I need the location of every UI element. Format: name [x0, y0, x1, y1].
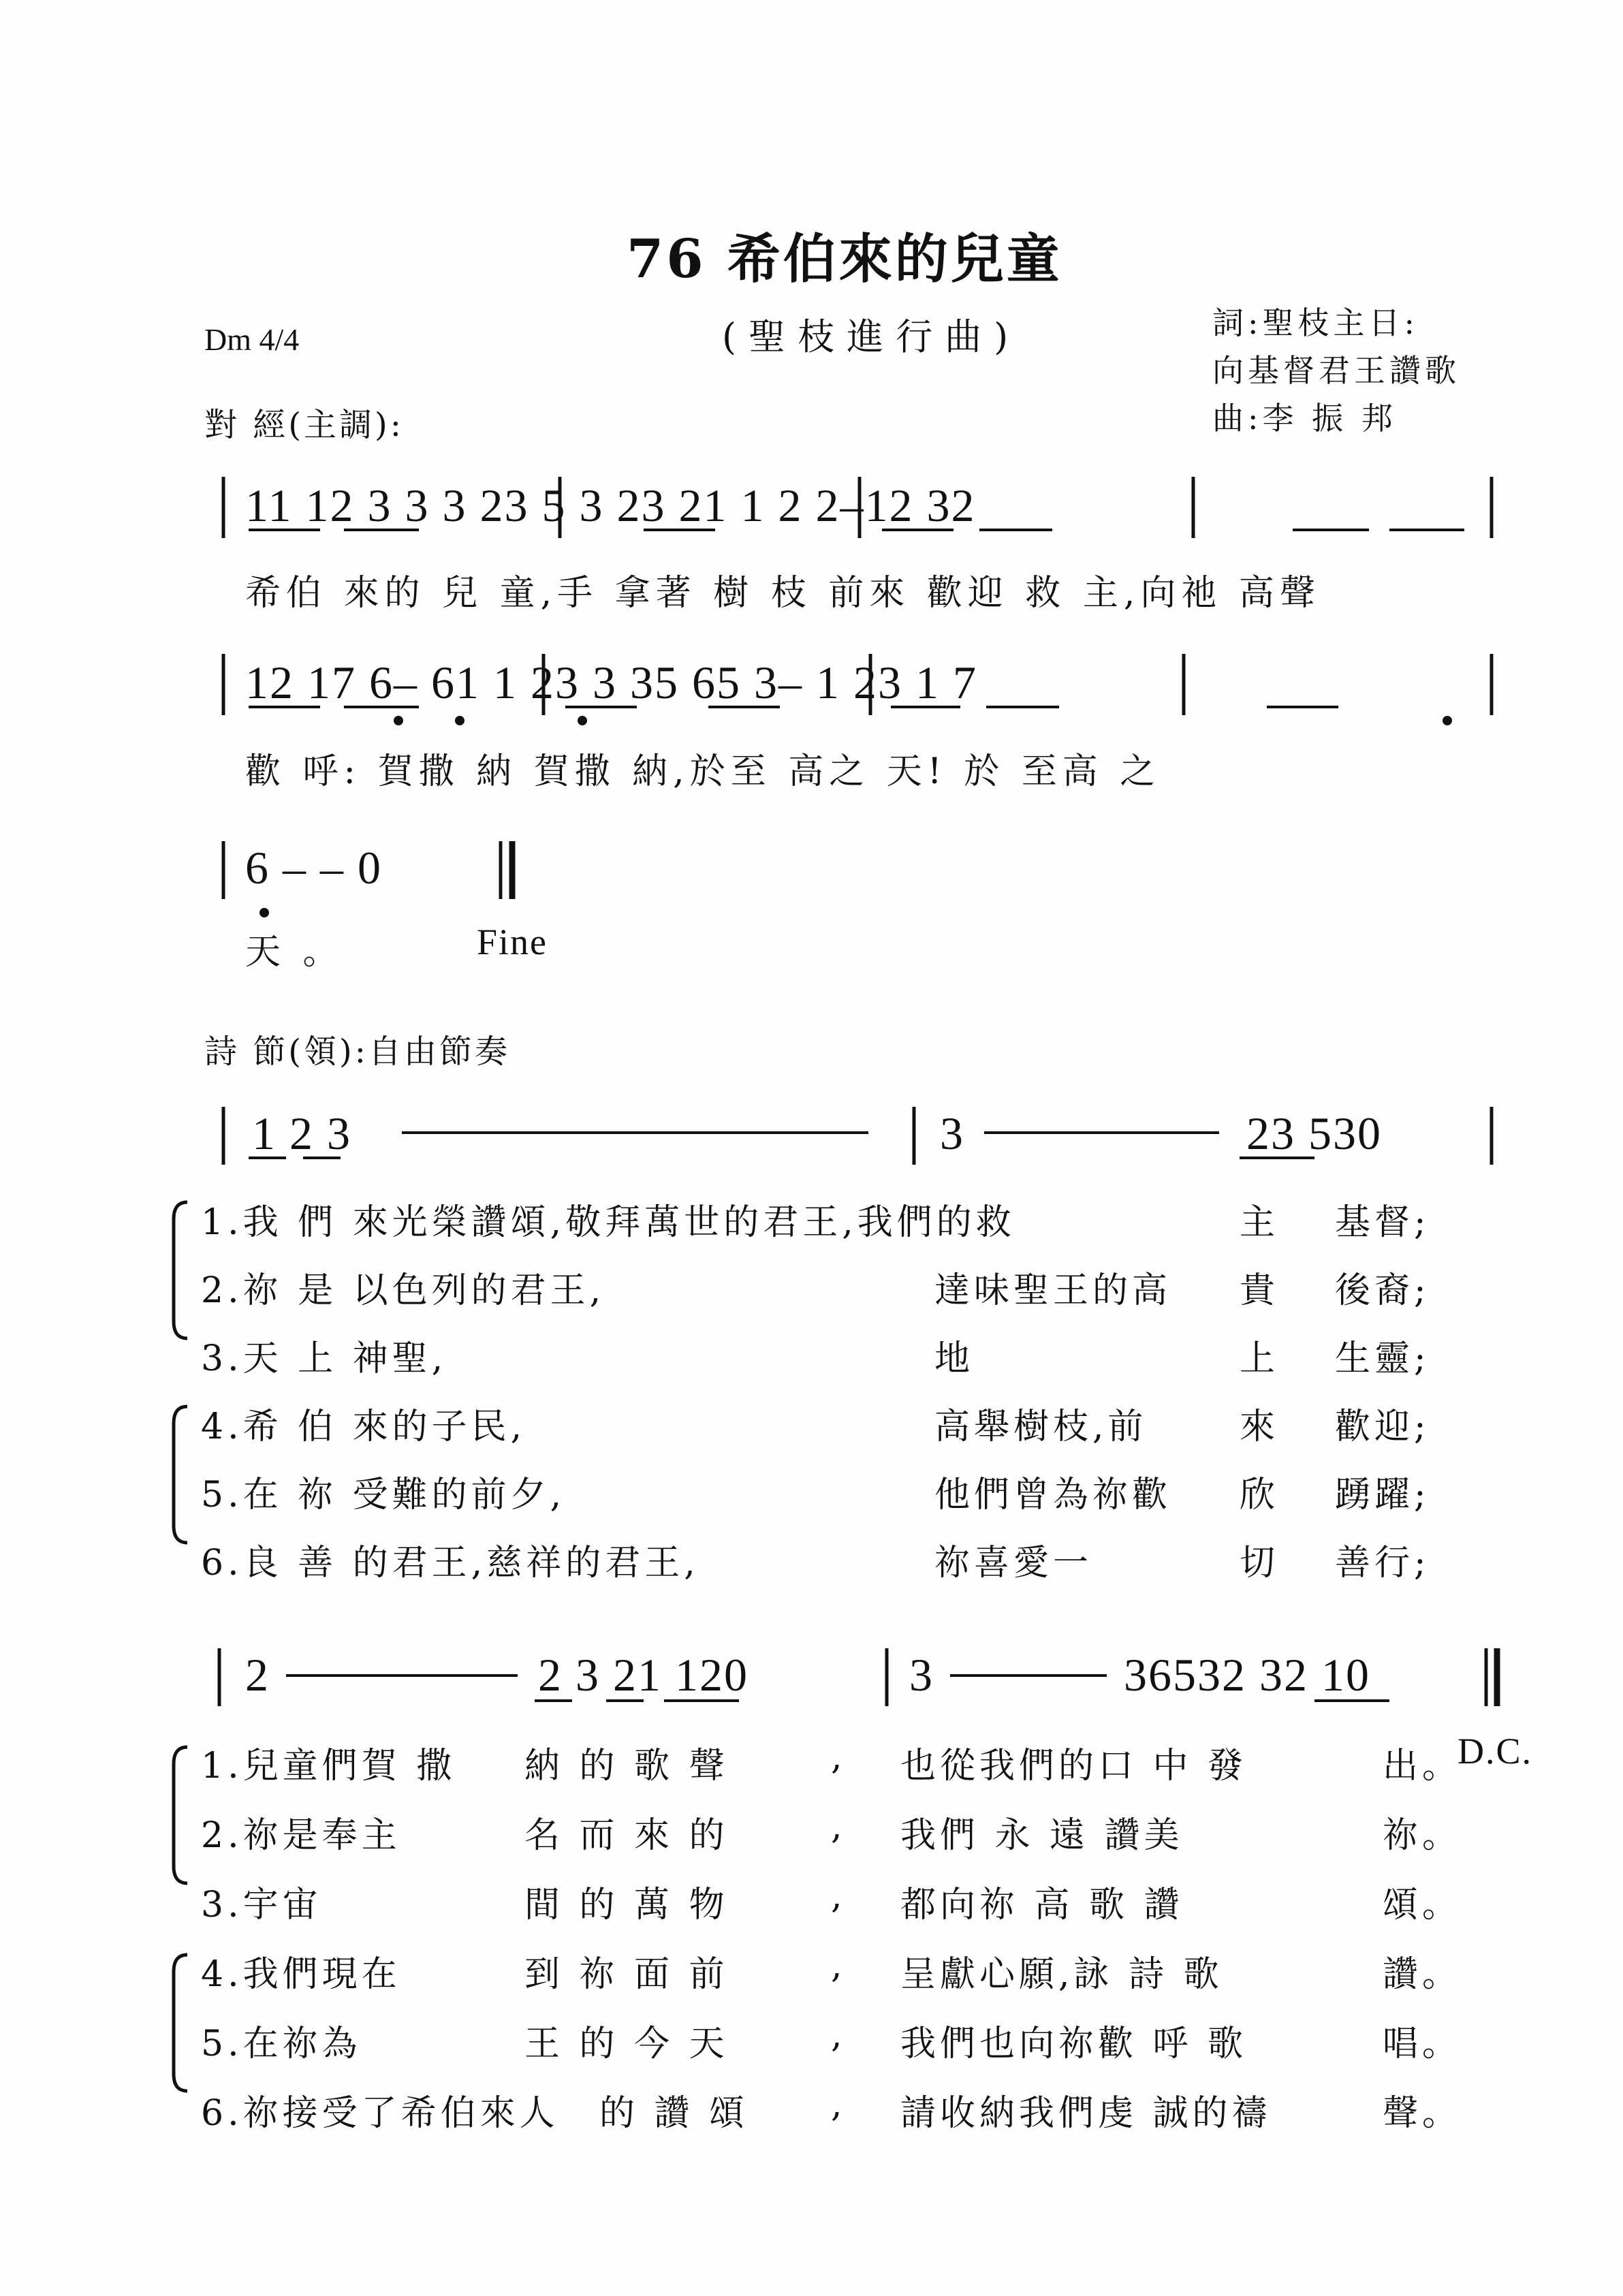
- verse-6-line-c: 善行;: [1335, 1543, 1430, 1584]
- verse-3-line-a: 3.天 上 神聖,: [201, 1338, 447, 1379]
- refrain-notes-line-1: 11 12 3 3 3 23 5 3 23 21 1 2 2–12 32: [245, 479, 976, 531]
- verse-1-line2-e: 出。: [1383, 1746, 1462, 1787]
- fine-marker: Fine: [477, 922, 548, 962]
- verse-2-line2-b: 名 而 來 的: [524, 1815, 729, 1856]
- verse-bracket: [174, 1955, 187, 2091]
- verse-4-line-m: 高舉樹枝,前: [934, 1406, 1148, 1447]
- verse-5-line-a: 5.在 祢 受難的前夕,: [201, 1475, 566, 1515]
- verse-5-line-m: 他們曾為祢歡: [934, 1475, 1172, 1515]
- verse-2-line-c: 後裔;: [1335, 1270, 1430, 1311]
- verse-5-line2-e: 唱。: [1383, 2024, 1462, 2064]
- verse-6-line2-b: 的 讚 頌: [599, 2093, 749, 2134]
- verse-4-line2-a: 4.我們現在: [201, 1954, 401, 1995]
- verse-6-line-b: 切: [1240, 1543, 1280, 1584]
- verse-1-line-a: 1.我 們 來光榮讚頌,敬拜萬世的君王,我們的救: [201, 1202, 1015, 1243]
- verse-1-line2-a: 1.兒童們賀 撒: [201, 1746, 456, 1787]
- verse-5-line2-a: 5.在祢為: [201, 2024, 362, 2064]
- verse-3-line-m: 地: [934, 1338, 975, 1379]
- verse-4-line-c: 歡迎;: [1335, 1406, 1430, 1447]
- verse-3-line2-c: ,: [831, 1876, 847, 1917]
- verse-4-line2-e: 讚。: [1383, 1954, 1462, 1995]
- refrain-notes-line-3: 6 – – 0: [245, 842, 382, 894]
- verse-1-line-c: 基督;: [1335, 1202, 1430, 1243]
- verse-4-line2-b: 到 祢 面 前: [524, 1954, 729, 1995]
- verse-4-line2-d: 呈獻心願,詠 詩 歌: [900, 1954, 1223, 1995]
- verse-phrase-2-notes-b: 2 3 21 120: [538, 1649, 749, 1701]
- octave-dots: [259, 716, 1452, 917]
- refrain-notes-line-2: 12 17 6– 61 1 23 3 35 65 3– 1 23 1 7: [245, 657, 977, 708]
- verse-3-line2-b: 間 的 萬 物: [524, 1885, 729, 1925]
- verse-bracket: [174, 1747, 187, 1883]
- verse-1-line2-d: 也從我們的口 中 發: [900, 1746, 1248, 1787]
- verse-2-line-a: 2.祢 是 以色列的君王,: [201, 1270, 605, 1311]
- verse-4-line-a: 4.希 伯 來的子民,: [201, 1406, 526, 1447]
- verse-5-line-c: 踴躍;: [1335, 1475, 1430, 1515]
- verse-6-line2-e: 聲。: [1383, 2093, 1462, 2134]
- verse-2-line2-d: 我們 永 遠 讚美: [900, 1815, 1184, 1856]
- verse-3-line-b: 上: [1240, 1338, 1280, 1379]
- verse-5-line2-c: ,: [831, 2015, 847, 2056]
- verse-2-line-b: 貴: [1240, 1270, 1280, 1311]
- verse-1-line-b: 主: [1240, 1202, 1280, 1243]
- verse-2-line2-e: 祢。: [1383, 1815, 1462, 1856]
- verse-1-line2-c: ,: [831, 1737, 847, 1778]
- verse-2-line-m: 達味聖王的高: [934, 1270, 1172, 1311]
- key-signature: Dm 4/4: [204, 322, 300, 357]
- verse-3-line2-a: 3.宇宙: [201, 1885, 322, 1925]
- verse-6-line-a: 6.良 善 的君王,慈祥的君王,: [201, 1543, 699, 1584]
- verse-phrase-1-notes-c: 23 530: [1246, 1107, 1382, 1159]
- verse-3-line-c: 生靈;: [1335, 1338, 1430, 1379]
- dc-marker: D.C.: [1457, 1731, 1533, 1772]
- refrain-lyrics-line-2: 歡 呼: 賀撒 納 賀撒 納,於至 高之 天! 於 至高 之: [245, 751, 1161, 792]
- verses-label: 詩 節(領):自由節奏: [204, 1033, 510, 1071]
- lyricist-line-1: 詞:聖枝主日:: [1212, 304, 1419, 341]
- verse-2-line2-a: 2.祢是奉主: [201, 1815, 401, 1856]
- verse-5-line2-d: 我們也向祢歡 呼 歌: [900, 2024, 1248, 2064]
- refrain-lyrics-line-1: 希伯 來的 兒 童,手 拿著 樹 枝 前來 歡迎 救 主,向祂 高聲: [245, 573, 1321, 614]
- verse-6-line-m: 祢喜愛一: [934, 1543, 1093, 1584]
- page-title: 76 希伯來的兒童: [627, 228, 1062, 290]
- refrain-lyrics-line-3: 天 。: [245, 932, 344, 973]
- verse-3-line2-d: 都向祢 高 歌 讚: [900, 1885, 1184, 1925]
- verse-phrase-2-notes-a: 2: [245, 1649, 270, 1701]
- verse-phrase-2-notes-c: 3: [909, 1649, 934, 1701]
- verse-3-line2-e: 頌。: [1383, 1885, 1462, 1925]
- verse-1-line2-b: 納 的 歌 聲: [524, 1746, 729, 1787]
- verse-6-line2-c: ,: [831, 2084, 847, 2125]
- verse-5-line2-b: 王 的 今 天: [524, 2024, 729, 2064]
- composer: 曲:李 振 邦: [1212, 400, 1397, 437]
- verse-6-line2-d: 請收納我們虔 誠的禱: [900, 2093, 1272, 2134]
- verse-4-line2-c: ,: [831, 1945, 847, 1986]
- refrain-label: 對 經(主調):: [204, 406, 404, 444]
- beams-verses: [249, 1158, 1389, 1701]
- verse-bracket: [174, 1202, 187, 1338]
- verse-bracket: [174, 1406, 187, 1543]
- lyricist-line-2: 向基督君王讚歌: [1212, 352, 1460, 389]
- verse-5-line-b: 欣: [1240, 1475, 1280, 1515]
- verse-phrase-2-notes-d: 36532 32 10: [1124, 1649, 1370, 1701]
- verse-6-line2-a: 6.祢接受了希伯來人: [201, 2093, 559, 2134]
- verse-2-line2-c: ,: [831, 1806, 847, 1847]
- page-subtitle: (聖枝進行曲): [722, 315, 1021, 358]
- verse-phrase-1-notes-b: 3: [940, 1107, 964, 1159]
- verse-phrase-1-notes-a: 1 2 3: [252, 1107, 351, 1159]
- verse-4-line-b: 來: [1240, 1406, 1280, 1447]
